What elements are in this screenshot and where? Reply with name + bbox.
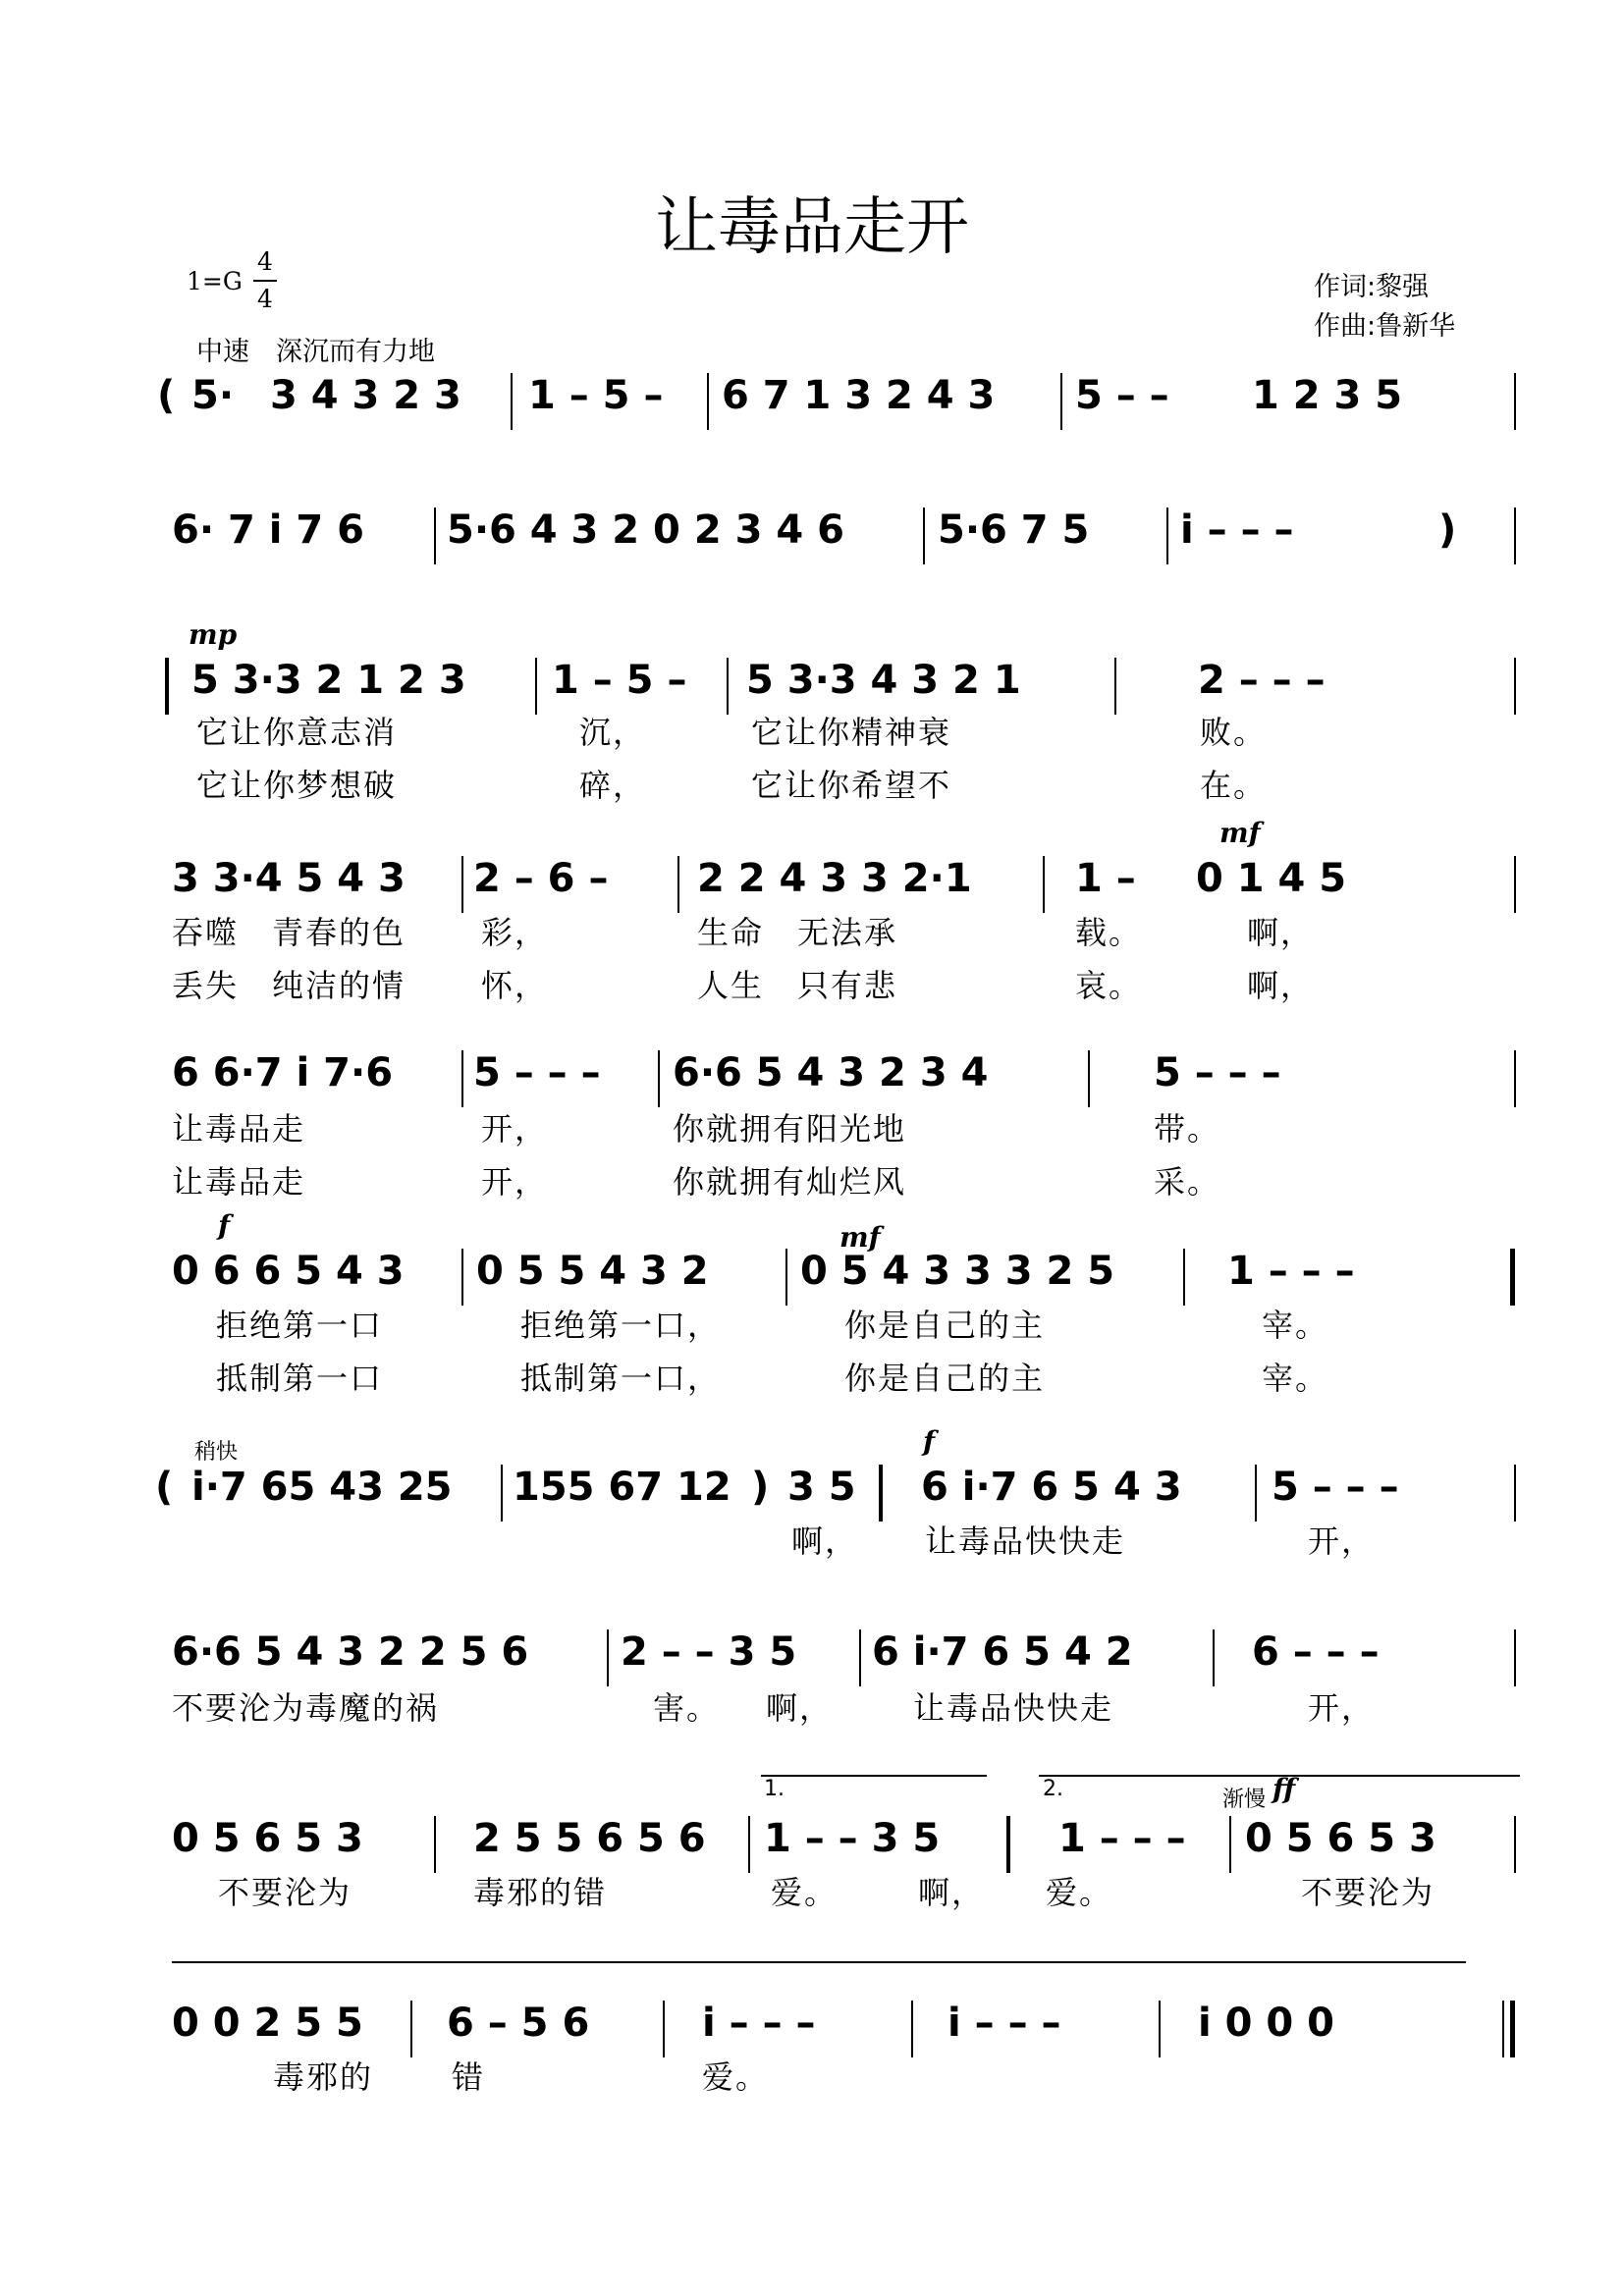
dynamic-mf: mf xyxy=(839,1221,881,1254)
lyricist-credit: 作词:黎强 xyxy=(1314,272,1430,302)
lyric-text: 毒邪的 xyxy=(273,2058,374,2096)
lyrics-row-6-verse-2 xyxy=(167,1359,1522,1398)
lyric-text: 败。 xyxy=(1200,714,1268,751)
dynamic-ff: ff xyxy=(1272,1773,1296,1805)
lyric-text: 开， xyxy=(481,1163,549,1201)
bar-line xyxy=(911,2001,913,2057)
note-group: 3 4 3 2 3 xyxy=(270,373,461,418)
note-group: 5·6 7 5 xyxy=(938,507,1090,553)
lyrics-row-6-verse-1 xyxy=(167,1306,1522,1345)
lyrics-row-7 xyxy=(167,1522,1522,1561)
repeat-end xyxy=(1006,1816,1010,1873)
lyric-text: 人生 只有悲 xyxy=(697,967,898,1004)
note-group: 5 – – xyxy=(1075,373,1169,418)
note-group: 1 – xyxy=(1075,856,1136,901)
bar-line xyxy=(607,1629,609,1686)
note-group: 6 – – – xyxy=(1252,1629,1380,1675)
repeat-start xyxy=(879,1465,883,1522)
bar-line xyxy=(410,2001,412,2057)
note-group: i – – – xyxy=(1180,507,1294,553)
lyrics-row-3-verse-1 xyxy=(167,713,1522,752)
lyrics-row-9 xyxy=(167,1873,1522,1912)
note-group: 2 5 5 6 5 6 xyxy=(473,1816,706,1861)
lyric-text: 不要沦为 xyxy=(1301,1874,1435,1911)
volta-1-bracket xyxy=(761,1775,987,1777)
note-group: 2 – – – xyxy=(1198,658,1326,703)
note-group: 6 6·7 i 7·6 xyxy=(172,1050,394,1095)
note-group: 1 – – – xyxy=(1227,1249,1355,1294)
note-group: i – – – xyxy=(947,2001,1061,2046)
lyric-text: 爱。 xyxy=(771,1874,839,1911)
bar-line xyxy=(707,373,709,430)
lyric-text: 它让你精神衰 xyxy=(751,714,952,751)
lyric-text: 拒绝第一口， xyxy=(520,1307,722,1344)
lyric-text: 错 xyxy=(452,2058,486,2096)
lyric-text: 彩， xyxy=(481,914,549,951)
staff-row-10 xyxy=(167,1989,1522,2057)
bar-line xyxy=(1514,1050,1516,1107)
tempo-marking: 中速 深沉而有力地 xyxy=(196,337,435,367)
note-group: 5 – – – xyxy=(473,1050,601,1095)
tempo-slower: 渐慢 xyxy=(1222,1788,1267,1812)
volta-1-label: 1. xyxy=(764,1777,785,1801)
lyric-text: 抵制第一口 xyxy=(216,1360,384,1397)
lyric-text: 在。 xyxy=(1200,767,1268,804)
note-group: 3 5 xyxy=(787,1465,856,1510)
lyrics-row-10 xyxy=(167,2057,1522,2097)
bar-line xyxy=(1159,2001,1161,2057)
lyric-text: 沉， xyxy=(579,714,647,751)
bar-line xyxy=(1514,373,1516,430)
bar-line xyxy=(1088,1050,1090,1107)
dynamic-f: f xyxy=(923,1425,936,1458)
dynamic-mp: mp xyxy=(189,618,238,651)
bar-line xyxy=(663,2001,665,2057)
note-group: 5 3·3 2 1 2 3 xyxy=(191,658,466,703)
lyric-text: 载。 xyxy=(1075,914,1143,951)
note-group: 0 5 6 5 3 xyxy=(1245,1816,1436,1861)
staff-row-9 xyxy=(167,1804,1522,1873)
repeat-end xyxy=(1510,1249,1515,1306)
lyric-text: 生命 无法承 xyxy=(697,914,898,951)
lyric-text: 爱。 xyxy=(702,2058,770,2096)
note-group: 0 5 4 3 3 3 2 5 xyxy=(800,1249,1115,1294)
lyric-text: 哀。 xyxy=(1075,967,1143,1004)
lyric-text: 碎， xyxy=(579,767,647,804)
bar-line xyxy=(1183,1249,1185,1306)
lyric-text: 让毒品走 xyxy=(172,1110,306,1148)
bar-line xyxy=(1213,1629,1215,1686)
lyric-text: 啊， xyxy=(791,1522,859,1560)
lyric-text: 开， xyxy=(481,1110,549,1148)
lyric-text: 让毒品走 xyxy=(172,1163,306,1201)
staff-row-6 xyxy=(167,1237,1522,1306)
lyric-text: 让毒品快快走 xyxy=(925,1522,1126,1560)
note-group: 1 2 3 5 xyxy=(1252,373,1403,418)
staff-row-4 xyxy=(167,844,1522,913)
lyric-text: 不要沦为毒魔的祸 xyxy=(172,1689,440,1727)
note-group: ) xyxy=(1438,507,1457,553)
lyric-text: 啊， xyxy=(1247,914,1315,951)
dynamic-f: f xyxy=(218,1209,231,1242)
lyric-text: 带。 xyxy=(1154,1110,1221,1148)
note-group: i – – – xyxy=(702,2001,816,2046)
note-group: 6 i·7 6 5 4 2 xyxy=(872,1629,1133,1675)
final-bar-thick xyxy=(1510,2001,1515,2057)
bar-line xyxy=(1166,507,1168,564)
bar-line xyxy=(1255,1465,1257,1522)
note-group: 6· 7 i 7 6 xyxy=(172,507,364,553)
bar-line xyxy=(1060,373,1062,430)
note-group: 1 – – – xyxy=(1058,1816,1186,1861)
staff-row-2 xyxy=(167,496,1522,564)
lyric-text: 开， xyxy=(1308,1522,1376,1560)
note-group: 0 5 6 5 3 xyxy=(172,1816,363,1861)
lyrics-row-3-verse-2 xyxy=(167,766,1522,805)
note-group: 6 i·7 6 5 4 3 xyxy=(921,1465,1182,1510)
lyric-text: 宰。 xyxy=(1262,1360,1329,1397)
time-signature-line xyxy=(253,280,277,282)
note-group: 5 – – – xyxy=(1272,1465,1399,1510)
bar-line xyxy=(1229,1816,1231,1873)
lyrics-row-4-verse-1 xyxy=(167,913,1522,952)
bar-line xyxy=(1514,1465,1516,1522)
lyrics-row-5-verse-1 xyxy=(167,1109,1522,1148)
lyric-text: 你就拥有阳光地 xyxy=(673,1110,907,1148)
lyric-text: 害。 xyxy=(653,1689,721,1727)
note-group: ( xyxy=(155,1465,174,1510)
bar-line xyxy=(677,856,679,913)
lyric-text: 吞噬 青春的色 xyxy=(172,914,406,951)
note-group: 6·6 5 4 3 2 3 4 xyxy=(673,1050,989,1095)
bar-line xyxy=(511,373,513,430)
lyric-text: 拒绝第一口 xyxy=(216,1307,384,1344)
lyric-text: 你就拥有灿烂风 xyxy=(673,1163,907,1201)
bar-line xyxy=(785,1249,787,1306)
bar-line xyxy=(1514,658,1516,715)
note-group: 6 – 5 6 xyxy=(447,2001,590,2046)
final-bar-thin xyxy=(1502,2001,1504,2057)
lyric-text: 你是自己的主 xyxy=(844,1307,1046,1344)
bar-line xyxy=(1514,1629,1516,1686)
staff-row-1 xyxy=(157,361,1522,430)
key-signature: 1=G xyxy=(187,267,243,295)
note-group: i 0 0 0 xyxy=(1198,2001,1334,2046)
note-group: 2 2 4 3 3 2·1 xyxy=(697,856,972,901)
bar-line xyxy=(1514,507,1516,564)
lyric-text: 它让你意志消 xyxy=(196,714,398,751)
note-group: ( xyxy=(157,373,176,418)
lyric-text: 爱。 xyxy=(1046,1874,1113,1911)
bar-line xyxy=(727,658,729,715)
lyric-text: 让毒品快快走 xyxy=(913,1689,1114,1727)
composer-credit: 作曲:鲁新华 xyxy=(1314,311,1456,342)
time-signature-top: 4 xyxy=(257,247,273,276)
staff-row-7 xyxy=(155,1453,1522,1522)
lyric-text: 宰。 xyxy=(1262,1307,1329,1344)
note-group: 0 1 4 5 xyxy=(1196,856,1347,901)
note-group: 5·6 4 3 2 0 2 3 4 6 xyxy=(447,507,844,553)
lyrics-row-5-verse-2 xyxy=(167,1162,1522,1201)
note-group: 155 67 12 xyxy=(513,1465,731,1510)
tempo-faster: 稍快 xyxy=(194,1440,239,1465)
note-group: 1 – 5 – xyxy=(528,373,664,418)
note-group: ) xyxy=(751,1465,770,1510)
lyric-text: 开， xyxy=(1308,1689,1376,1727)
bar-line xyxy=(859,1629,861,1686)
bar-line xyxy=(461,1050,463,1107)
page-title: 让毒品走开 xyxy=(655,191,969,264)
bar-line xyxy=(658,1050,660,1107)
staff-row-5 xyxy=(167,1039,1522,1107)
ritardando-line xyxy=(172,1961,1466,1963)
note-group: 5 3·3 4 3 2 1 xyxy=(746,658,1021,703)
lyric-text: 啊， xyxy=(1247,967,1315,1004)
lyrics-row-8 xyxy=(167,1688,1522,1728)
bar-line xyxy=(461,1249,463,1306)
lyric-text: 啊， xyxy=(918,1874,986,1911)
bar-line xyxy=(461,856,463,913)
dynamic-mf: mf xyxy=(1219,817,1261,849)
note-group: 1 – 5 – xyxy=(552,658,687,703)
staff-row-8 xyxy=(167,1618,1522,1686)
lyric-text: 你是自己的主 xyxy=(844,1360,1046,1397)
lyric-text: 怀， xyxy=(481,967,549,1004)
bar-line xyxy=(535,658,537,715)
volta-2-label: 2. xyxy=(1043,1777,1063,1801)
bar-line xyxy=(501,1465,503,1522)
lyric-text: 抵制第一口， xyxy=(520,1360,722,1397)
lyric-text: 它让你希望不 xyxy=(751,767,952,804)
staff-row-3 xyxy=(167,646,1522,715)
time-signature-bottom: 4 xyxy=(257,285,273,313)
lyric-text: 丢失 纯洁的情 xyxy=(172,967,406,1004)
lyric-text: 采。 xyxy=(1154,1163,1221,1201)
note-group: 0 5 5 4 3 2 xyxy=(476,1249,709,1294)
note-group: 3 3·4 5 4 3 xyxy=(172,856,406,901)
lyric-text: 啊， xyxy=(766,1689,834,1727)
lyric-text: 不要沦为 xyxy=(218,1874,352,1911)
note-group: 0 6 6 5 4 3 xyxy=(172,1249,405,1294)
bar-line xyxy=(434,507,436,564)
note-group: 6 7 1 3 2 4 3 xyxy=(722,373,996,418)
note-group: 0 0 2 5 5 xyxy=(172,2001,363,2046)
repeat-start xyxy=(165,658,169,715)
note-group: 5· xyxy=(191,373,235,418)
bar-line xyxy=(1514,856,1516,913)
bar-line xyxy=(923,507,925,564)
lyric-text: 它让你梦想破 xyxy=(196,767,398,804)
note-group: i·7 65 43 25 xyxy=(191,1465,453,1510)
note-group: 6·6 5 4 3 2 2 5 6 xyxy=(172,1629,529,1675)
bar-line xyxy=(748,1816,750,1873)
note-group: 1 – – 3 5 xyxy=(764,1816,941,1861)
lyrics-row-4-verse-2 xyxy=(167,966,1522,1005)
bar-line xyxy=(1043,856,1045,913)
note-group: 2 – – 3 5 xyxy=(621,1629,797,1675)
note-group: 5 – – – xyxy=(1154,1050,1281,1095)
bar-line xyxy=(1114,658,1116,715)
bar-line xyxy=(1514,1816,1516,1873)
note-group: 2 – 6 – xyxy=(473,856,609,901)
bar-line xyxy=(434,1816,436,1873)
lyric-text: 毒邪的错 xyxy=(473,1874,608,1911)
